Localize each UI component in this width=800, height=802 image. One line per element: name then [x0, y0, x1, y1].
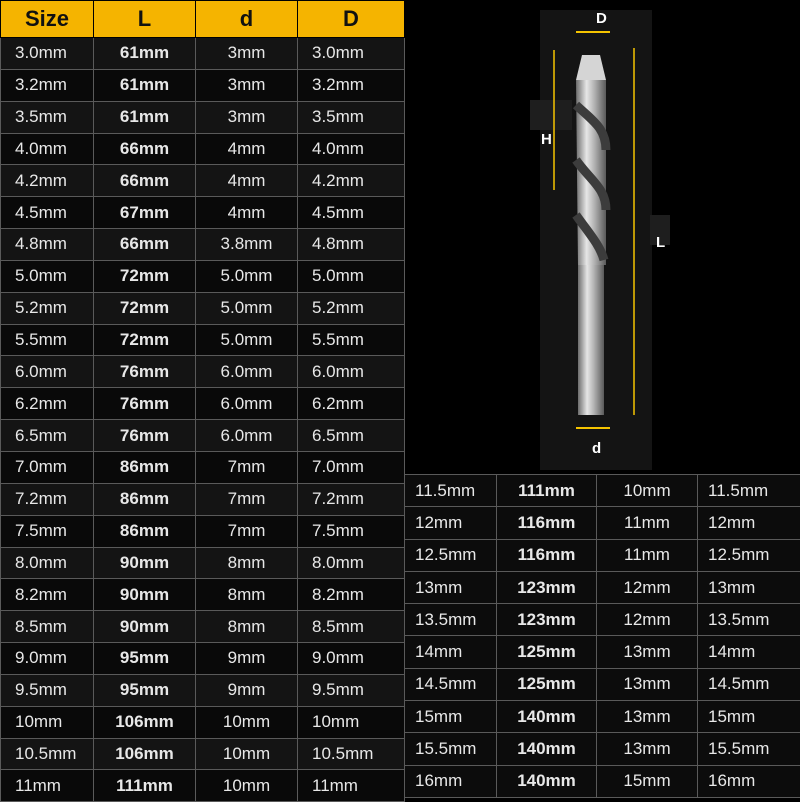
cell-d: 4mm [196, 133, 298, 165]
cell-d: 5.0mm [196, 324, 298, 356]
table-row [1, 69, 405, 101]
cell-d: 8mm [196, 611, 298, 643]
cell-L: 76mm [94, 420, 196, 452]
cell-D: 14mm [698, 636, 800, 668]
cell-D: 13.5mm [698, 604, 800, 636]
table-row [1, 483, 405, 515]
table-row [1, 611, 405, 643]
cell-size: 3.2mm [1, 69, 94, 101]
cell-D: 10mm [298, 706, 405, 738]
table-row [1, 165, 405, 197]
cell-size: 12mm [405, 507, 497, 539]
cell-L: 90mm [94, 611, 196, 643]
cell-D: 11.5mm [698, 475, 800, 507]
cell-D: 5.2mm [298, 292, 405, 324]
table-row [1, 197, 405, 229]
table-row [1, 101, 405, 133]
cell-L: 111mm [94, 770, 196, 802]
cell-D: 3.5mm [298, 101, 405, 133]
table-row [1, 260, 405, 292]
cell-L: 86mm [94, 515, 196, 547]
cell-size: 14mm [405, 636, 497, 668]
header-row [1, 1, 405, 38]
cell-d: 4mm [196, 197, 298, 229]
cell-size: 16mm [405, 765, 497, 797]
cell-d: 6.0mm [196, 356, 298, 388]
cell-L: 95mm [94, 643, 196, 675]
cell-size: 5.2mm [1, 292, 94, 324]
cell-d: 6.0mm [196, 420, 298, 452]
cell-L: 66mm [94, 133, 196, 165]
cell-L: 116mm [497, 507, 597, 539]
cell-size: 3.0mm [1, 38, 94, 70]
cell-L: 66mm [94, 165, 196, 197]
cell-D: 8.2mm [298, 579, 405, 611]
table-row [1, 451, 405, 483]
cell-size: 11mm [1, 770, 94, 802]
cell-size: 6.2mm [1, 388, 94, 420]
cell-size: 7.5mm [1, 515, 94, 547]
cell-size: 15.5mm [405, 733, 497, 765]
cell-D: 3.2mm [298, 69, 405, 101]
cell-L: 61mm [94, 38, 196, 70]
table-row [1, 738, 405, 770]
cell-d: 5.0mm [196, 260, 298, 292]
cell-L: 61mm [94, 101, 196, 133]
table-row [1, 674, 405, 706]
cell-d: 5.0mm [196, 292, 298, 324]
table-row [1, 706, 405, 738]
table-row [1, 324, 405, 356]
header-size: Size [1, 1, 94, 38]
cell-d: 10mm [196, 770, 298, 802]
cell-D: 4.0mm [298, 133, 405, 165]
table-row [1, 547, 405, 579]
cell-L: 123mm [497, 571, 597, 603]
cell-d: 10mm [196, 738, 298, 770]
cell-d: 3mm [196, 38, 298, 70]
cell-d: 11mm [597, 539, 698, 571]
cell-L: 140mm [497, 701, 597, 733]
table-row [1, 292, 405, 324]
cell-d: 13mm [597, 733, 698, 765]
table-row [1, 38, 405, 70]
cell-d: 10mm [597, 475, 698, 507]
cell-D: 9.0mm [298, 643, 405, 675]
cell-D: 14.5mm [698, 668, 800, 700]
cell-d: 3mm [196, 101, 298, 133]
table-row [405, 636, 800, 668]
cell-d: 4mm [196, 165, 298, 197]
table-row [405, 668, 800, 700]
cell-size: 5.5mm [1, 324, 94, 356]
cell-L: 66mm [94, 229, 196, 261]
cell-size: 4.8mm [1, 229, 94, 261]
cell-D: 4.5mm [298, 197, 405, 229]
cell-D: 7.0mm [298, 451, 405, 483]
cell-d: 12mm [597, 604, 698, 636]
cell-d: 13mm [597, 668, 698, 700]
cell-L: 116mm [497, 539, 597, 571]
cell-size: 7.2mm [1, 483, 94, 515]
header-D: D [298, 1, 405, 38]
cell-L: 76mm [94, 356, 196, 388]
cell-d: 8mm [196, 579, 298, 611]
cell-size: 6.5mm [1, 420, 94, 452]
header-d: d [196, 1, 298, 38]
cell-L: 90mm [94, 547, 196, 579]
cell-L: 72mm [94, 324, 196, 356]
cell-D: 3.0mm [298, 38, 405, 70]
cell-D: 12.5mm [698, 539, 800, 571]
cell-size: 8.0mm [1, 547, 94, 579]
cell-D: 11mm [298, 770, 405, 802]
cell-D: 6.0mm [298, 356, 405, 388]
cell-D: 10.5mm [298, 738, 405, 770]
cell-D: 9.5mm [298, 674, 405, 706]
cell-size: 4.5mm [1, 197, 94, 229]
cell-d: 9mm [196, 643, 298, 675]
cell-d: 12mm [597, 571, 698, 603]
cell-size: 15mm [405, 701, 497, 733]
cell-D: 8.5mm [298, 611, 405, 643]
cell-d: 7mm [196, 483, 298, 515]
cell-size: 9.5mm [1, 674, 94, 706]
table-row [405, 475, 800, 507]
cell-D: 5.0mm [298, 260, 405, 292]
drill-bit-illustration [530, 10, 700, 470]
cell-L: 106mm [94, 706, 196, 738]
cell-d: 13mm [597, 701, 698, 733]
spec-table-right [404, 474, 800, 798]
cell-d: 13mm [597, 636, 698, 668]
dimension-label-d: d [592, 440, 601, 457]
cell-D: 13mm [698, 571, 800, 603]
cell-d: 7mm [196, 451, 298, 483]
cell-D: 16mm [698, 765, 800, 797]
table-row [1, 515, 405, 547]
cell-L: 95mm [94, 674, 196, 706]
cell-d: 11mm [597, 507, 698, 539]
cell-L: 125mm [497, 636, 597, 668]
cell-size: 10.5mm [1, 738, 94, 770]
table-row [405, 604, 800, 636]
dimension-label-L: L [656, 234, 665, 251]
cell-D: 7.2mm [298, 483, 405, 515]
cell-L: 111mm [497, 475, 597, 507]
table-row [1, 770, 405, 802]
cell-L: 86mm [94, 483, 196, 515]
table-row [1, 388, 405, 420]
cell-d: 3mm [196, 69, 298, 101]
cell-L: 125mm [497, 668, 597, 700]
cell-d: 15mm [597, 765, 698, 797]
cell-size: 13mm [405, 571, 497, 603]
cell-size: 4.2mm [1, 165, 94, 197]
table-row [405, 507, 800, 539]
table-row [405, 571, 800, 603]
cell-size: 13.5mm [405, 604, 497, 636]
cell-size: 5.0mm [1, 260, 94, 292]
cell-D: 6.5mm [298, 420, 405, 452]
header-L: L [94, 1, 196, 38]
cell-L: 61mm [94, 69, 196, 101]
cell-L: 140mm [497, 733, 597, 765]
cell-L: 67mm [94, 197, 196, 229]
table-row [405, 539, 800, 571]
cell-D: 15.5mm [698, 733, 800, 765]
dimension-label-D: D [596, 10, 607, 27]
cell-D: 6.2mm [298, 388, 405, 420]
table-row [1, 356, 405, 388]
cell-D: 4.2mm [298, 165, 405, 197]
cell-size: 10mm [1, 706, 94, 738]
table-row [405, 701, 800, 733]
cell-D: 8.0mm [298, 547, 405, 579]
cell-d: 9mm [196, 674, 298, 706]
dimension-label-H: H [541, 131, 552, 148]
cell-L: 76mm [94, 388, 196, 420]
table-row [405, 765, 800, 797]
cell-L: 86mm [94, 451, 196, 483]
drill-bit-diagram [530, 10, 700, 470]
table-row [1, 643, 405, 675]
cell-size: 3.5mm [1, 101, 94, 133]
cell-L: 72mm [94, 260, 196, 292]
table-row [405, 733, 800, 765]
cell-size: 12.5mm [405, 539, 497, 571]
cell-size: 8.2mm [1, 579, 94, 611]
cell-size: 8.5mm [1, 611, 94, 643]
cell-size: 7.0mm [1, 451, 94, 483]
cell-size: 9.0mm [1, 643, 94, 675]
cell-L: 90mm [94, 579, 196, 611]
cell-d: 3.8mm [196, 229, 298, 261]
table-row [1, 133, 405, 165]
cell-d: 10mm [196, 706, 298, 738]
table-row [1, 420, 405, 452]
cell-L: 123mm [497, 604, 597, 636]
cell-D: 12mm [698, 507, 800, 539]
cell-D: 4.8mm [298, 229, 405, 261]
cell-size: 6.0mm [1, 356, 94, 388]
cell-L: 106mm [94, 738, 196, 770]
cell-L: 72mm [94, 292, 196, 324]
cell-L: 140mm [497, 765, 597, 797]
cell-D: 5.5mm [298, 324, 405, 356]
cell-d: 6.0mm [196, 388, 298, 420]
cell-size: 14.5mm [405, 668, 497, 700]
cell-D: 15mm [698, 701, 800, 733]
cell-D: 7.5mm [298, 515, 405, 547]
cell-d: 8mm [196, 547, 298, 579]
table-row [1, 229, 405, 261]
cell-d: 7mm [196, 515, 298, 547]
table-row [1, 579, 405, 611]
cell-size: 4.0mm [1, 133, 94, 165]
cell-size: 11.5mm [405, 475, 497, 507]
